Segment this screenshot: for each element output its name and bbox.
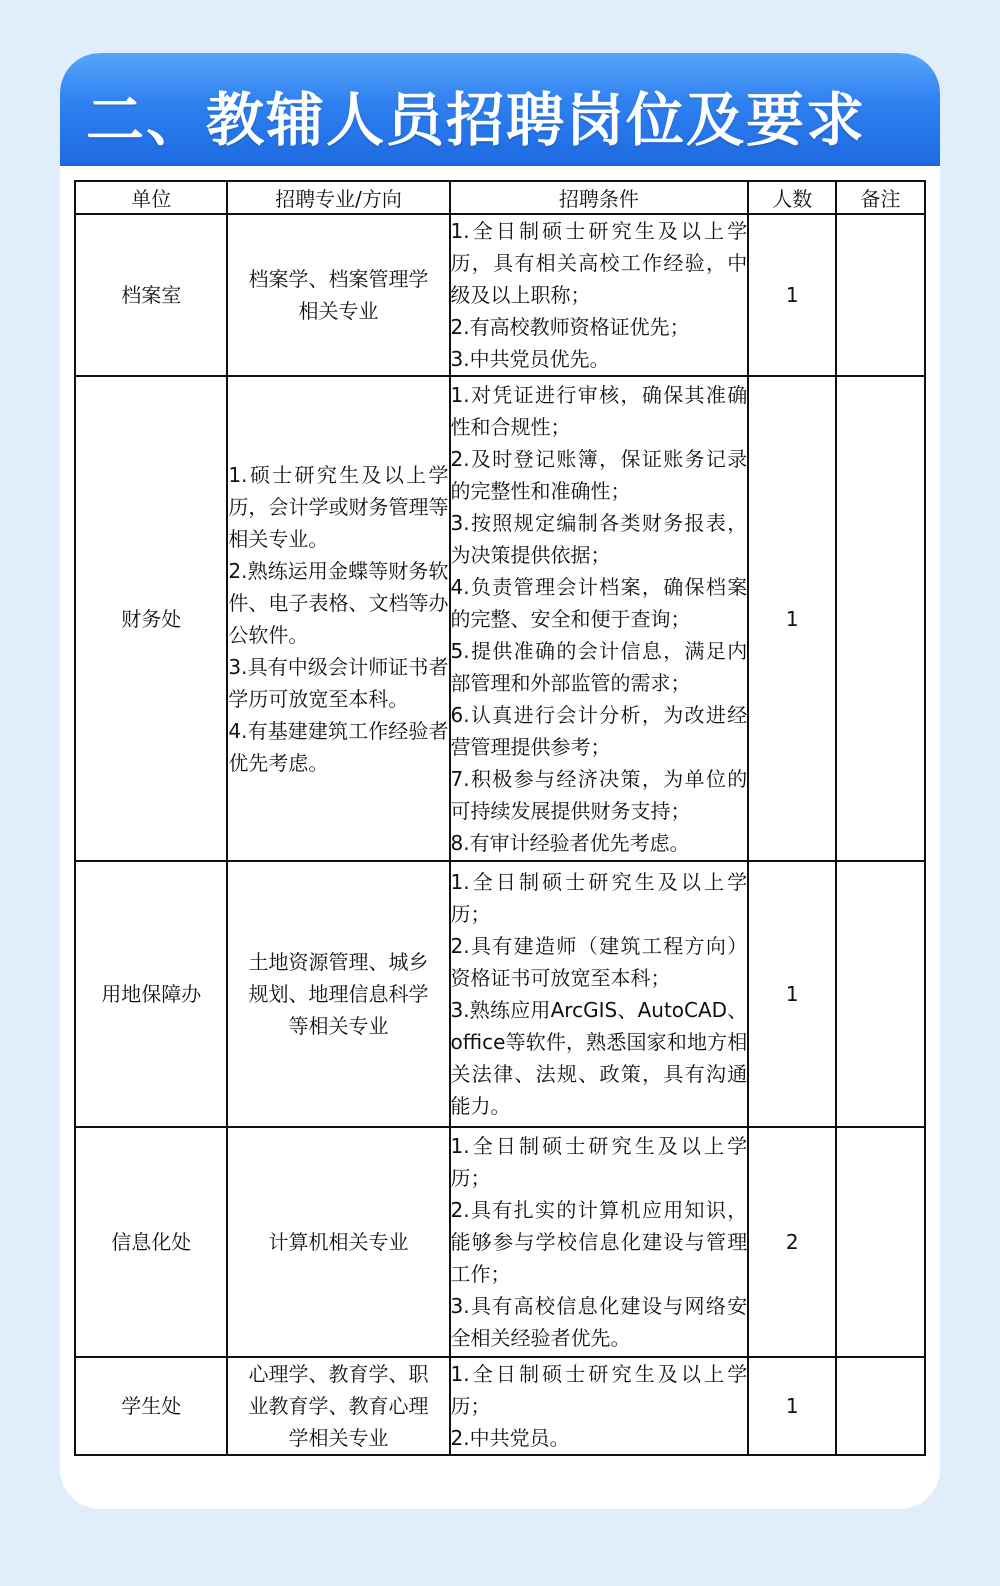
condition-item: 2.具有扎实的计算机应用知识，能够参与学校信息化建设与管理工作； xyxy=(450,1198,748,1286)
condition-item: 5.提供准确的会计信息，满足内部管理和外部监管的需求； xyxy=(450,638,748,695)
condition-item: 3.熟练应用ArcGIS、AutoCAD、office等软件，熟悉国家和地方相关法律、法规、政策，具有沟通能力。 xyxy=(450,998,748,1118)
col-header-remark: 备注 xyxy=(836,181,925,214)
col-header-unit: 单位 xyxy=(75,181,227,214)
remark-cell xyxy=(836,1357,925,1455)
major-line: 学相关专业 xyxy=(288,1426,389,1450)
conditions-cell xyxy=(450,1127,749,1357)
major-line: 业教育学、教育心理 xyxy=(248,1394,429,1418)
condition-item: 1.全日制硕士研究生及以上学历，具有相关高校工作经验，中级及以上职称； xyxy=(450,219,748,307)
unit-cell: 档案室 xyxy=(75,214,227,376)
count-cell: 1 xyxy=(748,1357,836,1455)
page-title: 二、教辅人员招聘岗位及要求 xyxy=(86,86,867,154)
unit-cell: 信息化处 xyxy=(75,1127,227,1357)
remark-cell xyxy=(836,1127,925,1357)
major-line: 相关专业 xyxy=(298,299,379,323)
col-header-major: 招聘专业/方向 xyxy=(227,181,449,214)
col-header-count: 人数 xyxy=(748,181,836,214)
major-line: 土地资源管理、城乡 xyxy=(248,950,429,974)
major-line: 规划、地理信息科学 xyxy=(248,982,429,1006)
count-cell: 2 xyxy=(748,1127,836,1357)
condition-item: 2.有高校教师资格证优先； xyxy=(450,315,690,339)
condition-item: 3.中共党员优先。 xyxy=(450,347,610,371)
table-row xyxy=(75,1127,925,1357)
unit-cell: 用地保障办 xyxy=(75,861,227,1127)
title-banner xyxy=(60,53,940,167)
major-cell xyxy=(227,1127,449,1357)
condition-item: 1.对凭证进行审核，确保其准确性和合规性； xyxy=(450,382,748,439)
condition-item: 7.积极参与经济决策，为单位的可持续发展提供财务支持； xyxy=(450,766,748,823)
condition-item: 8.有审计经验者优先考虑。 xyxy=(450,830,690,855)
conditions-cell xyxy=(450,214,749,376)
count-cell: 1 xyxy=(748,861,836,1127)
major-line: 等相关专业 xyxy=(288,1014,389,1038)
condition-item: 2.中共党员。 xyxy=(450,1426,570,1450)
major-cell xyxy=(227,861,449,1127)
unit-cell: 财务处 xyxy=(75,376,227,861)
condition-item: 3.按照规定编制各类财务报表，为决策提供依据； xyxy=(450,510,748,567)
remark-cell xyxy=(836,376,925,861)
major-line: 心理学、教育学、职 xyxy=(248,1362,429,1386)
major-line: 3.具有中级会计师证书者学历可放宽至本科。 xyxy=(228,654,449,711)
major-line: 档案学、档案管理学 xyxy=(248,267,429,291)
recruitment-table xyxy=(74,180,926,1456)
condition-item: 2.及时登记账簿，保证账务记录的完整性和准确性； xyxy=(450,446,748,503)
major-cell xyxy=(227,376,449,861)
header-row xyxy=(75,181,925,214)
unit-cell: 学生处 xyxy=(75,1357,227,1455)
condition-item: 1.全日制硕士研究生及以上学历； xyxy=(450,870,748,926)
major-line: 计算机相关专业 xyxy=(268,1230,409,1254)
count-cell: 1 xyxy=(748,214,836,376)
col-header-conditions: 招聘条件 xyxy=(450,181,749,214)
major-line: 2.熟练运用金蝶等财务软件、电子表格、文档等办公软件。 xyxy=(228,558,449,647)
remark-cell xyxy=(836,861,925,1127)
table-row xyxy=(75,214,925,376)
condition-item: 6.认真进行会计分析，为改进经营管理提供参考； xyxy=(450,702,748,759)
conditions-cell xyxy=(450,861,749,1127)
table-row xyxy=(75,861,925,1127)
condition-item: 2.具有建造师（建筑工程方向）资格证书可放宽至本科； xyxy=(450,934,748,990)
condition-item: 4.负责管理会计档案，确保档案的完整、安全和便于查询； xyxy=(450,574,748,631)
condition-item: 1.全日制硕士研究生及以上学历； xyxy=(450,1134,748,1190)
conditions-cell xyxy=(450,1357,749,1455)
remark-cell xyxy=(836,214,925,376)
major-cell xyxy=(227,214,449,376)
table-row xyxy=(75,376,925,861)
table-row xyxy=(75,1357,925,1455)
major-cell xyxy=(227,1357,449,1455)
count-cell: 1 xyxy=(748,376,836,861)
condition-item: 1.全日制硕士研究生及以上学历； xyxy=(450,1362,748,1418)
condition-item: 3.具有高校信息化建设与网络安全相关经验者优先。 xyxy=(450,1294,748,1350)
major-line: 4.有基建建筑工作经验者优先考虑。 xyxy=(228,718,449,775)
conditions-cell xyxy=(450,376,749,861)
major-line: 1.硕士研究生及以上学历，会计学或财务管理等相关专业。 xyxy=(228,462,449,551)
